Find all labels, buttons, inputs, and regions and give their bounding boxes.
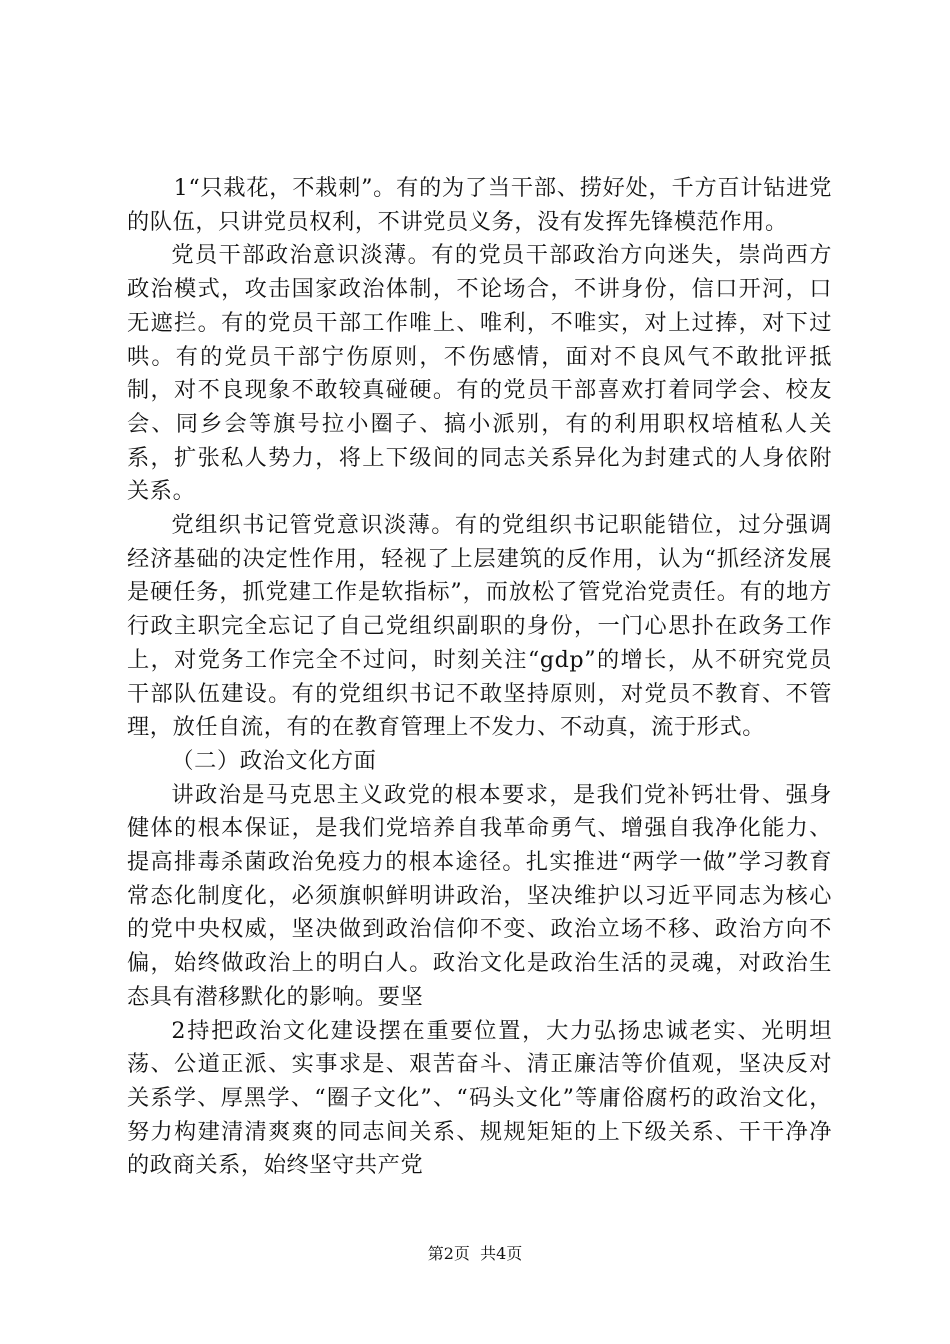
paragraph-5: 2持把政治文化建设摆在重要位置，大力弘扬忠诚老实、光明坦荡、公道正派、实事求是、艰苦奋斗、清正廉洁等价值观，坚决反对关系学、厚黑学、“圈子文化”、“码头文化”等庸俗腐朽的政治文化，努力构建清清爽爽的同志间关系、规规矩矩的上下级关系、干干净净的政商关系，始终坚守共产党 xyxy=(127,1017,832,1179)
page-number: 第2页 共4页 xyxy=(427,1244,523,1263)
paragraph-4: 讲政治是马克思主义政党的根本要求，是我们党补钙壮骨、强身健体的根本保证，是我们党培养自我革命勇气、增强自我净化能力、提高排毒杀菌政治免疫力的根本途径。扎实推进“两学一做”学习教育常态化制度化，必须旗帜鲜明讲政治，坚决维护以习近平同志为核心的党中央权威，坚决做到政治信仰不变、政治立场不移、政治方向不偏，始终做政治上的明白人。政治文化是政治生活的灵魂，对政治生态具有潜移默化的影响。要坚 xyxy=(127,781,832,1010)
paragraph-3: 党组织书记管党意识淡薄。有的党组织书记职能错位，过分强调经济基础的决定性作用，轻视了上层建筑的反作用，认为“抓经济发展是硬任务，抓党建工作是软指标”，而放松了管党治党责任。有的地方行政主职完全忘记了自己党组织副职的身份，一门心思扑在政务工作上，对党务工作完全不过问，时刻关注“gdp”的增长，从不研究党员干部队伍建设。有的党组织书记不敢坚持原则，对党员不教育、不管理，放任自流，有的在教育管理上不发力、不动真，流于形式。 xyxy=(127,512,832,741)
page-footer xyxy=(0,1243,950,1265)
paragraph-1: 1“只栽花，不栽刺”。有的为了当干部、捞好处，千方百计钻进党的队伍，只讲党员权利，不讲党员义务，没有发挥先锋模范作用。 xyxy=(127,175,832,235)
document-body xyxy=(127,172,832,1183)
paragraph-2: 党员干部政治意识淡薄。有的党员干部政治方向迷失，崇尚西方政治模式，攻击国家政治体制，不论场合，不讲身份，信口开河，口无遮拦。有的党员干部工作唯上、唯利，不唯实，对上过捧，对下过哄。有的党员干部宁伤原则，不伤感情，面对不良风气不敢批评抵制，对不良现象不敢较真碰硬。有的党员干部喜欢打着同学会、校友会、同乡会等旗号拉小圈子、搞小派别，有的利用职权培植私人关系，扩张私人势力，将上下级间的同志关系异化为封建式的人身依附关系。 xyxy=(127,242,832,505)
section-heading: （二）政治文化方面 xyxy=(171,747,377,774)
